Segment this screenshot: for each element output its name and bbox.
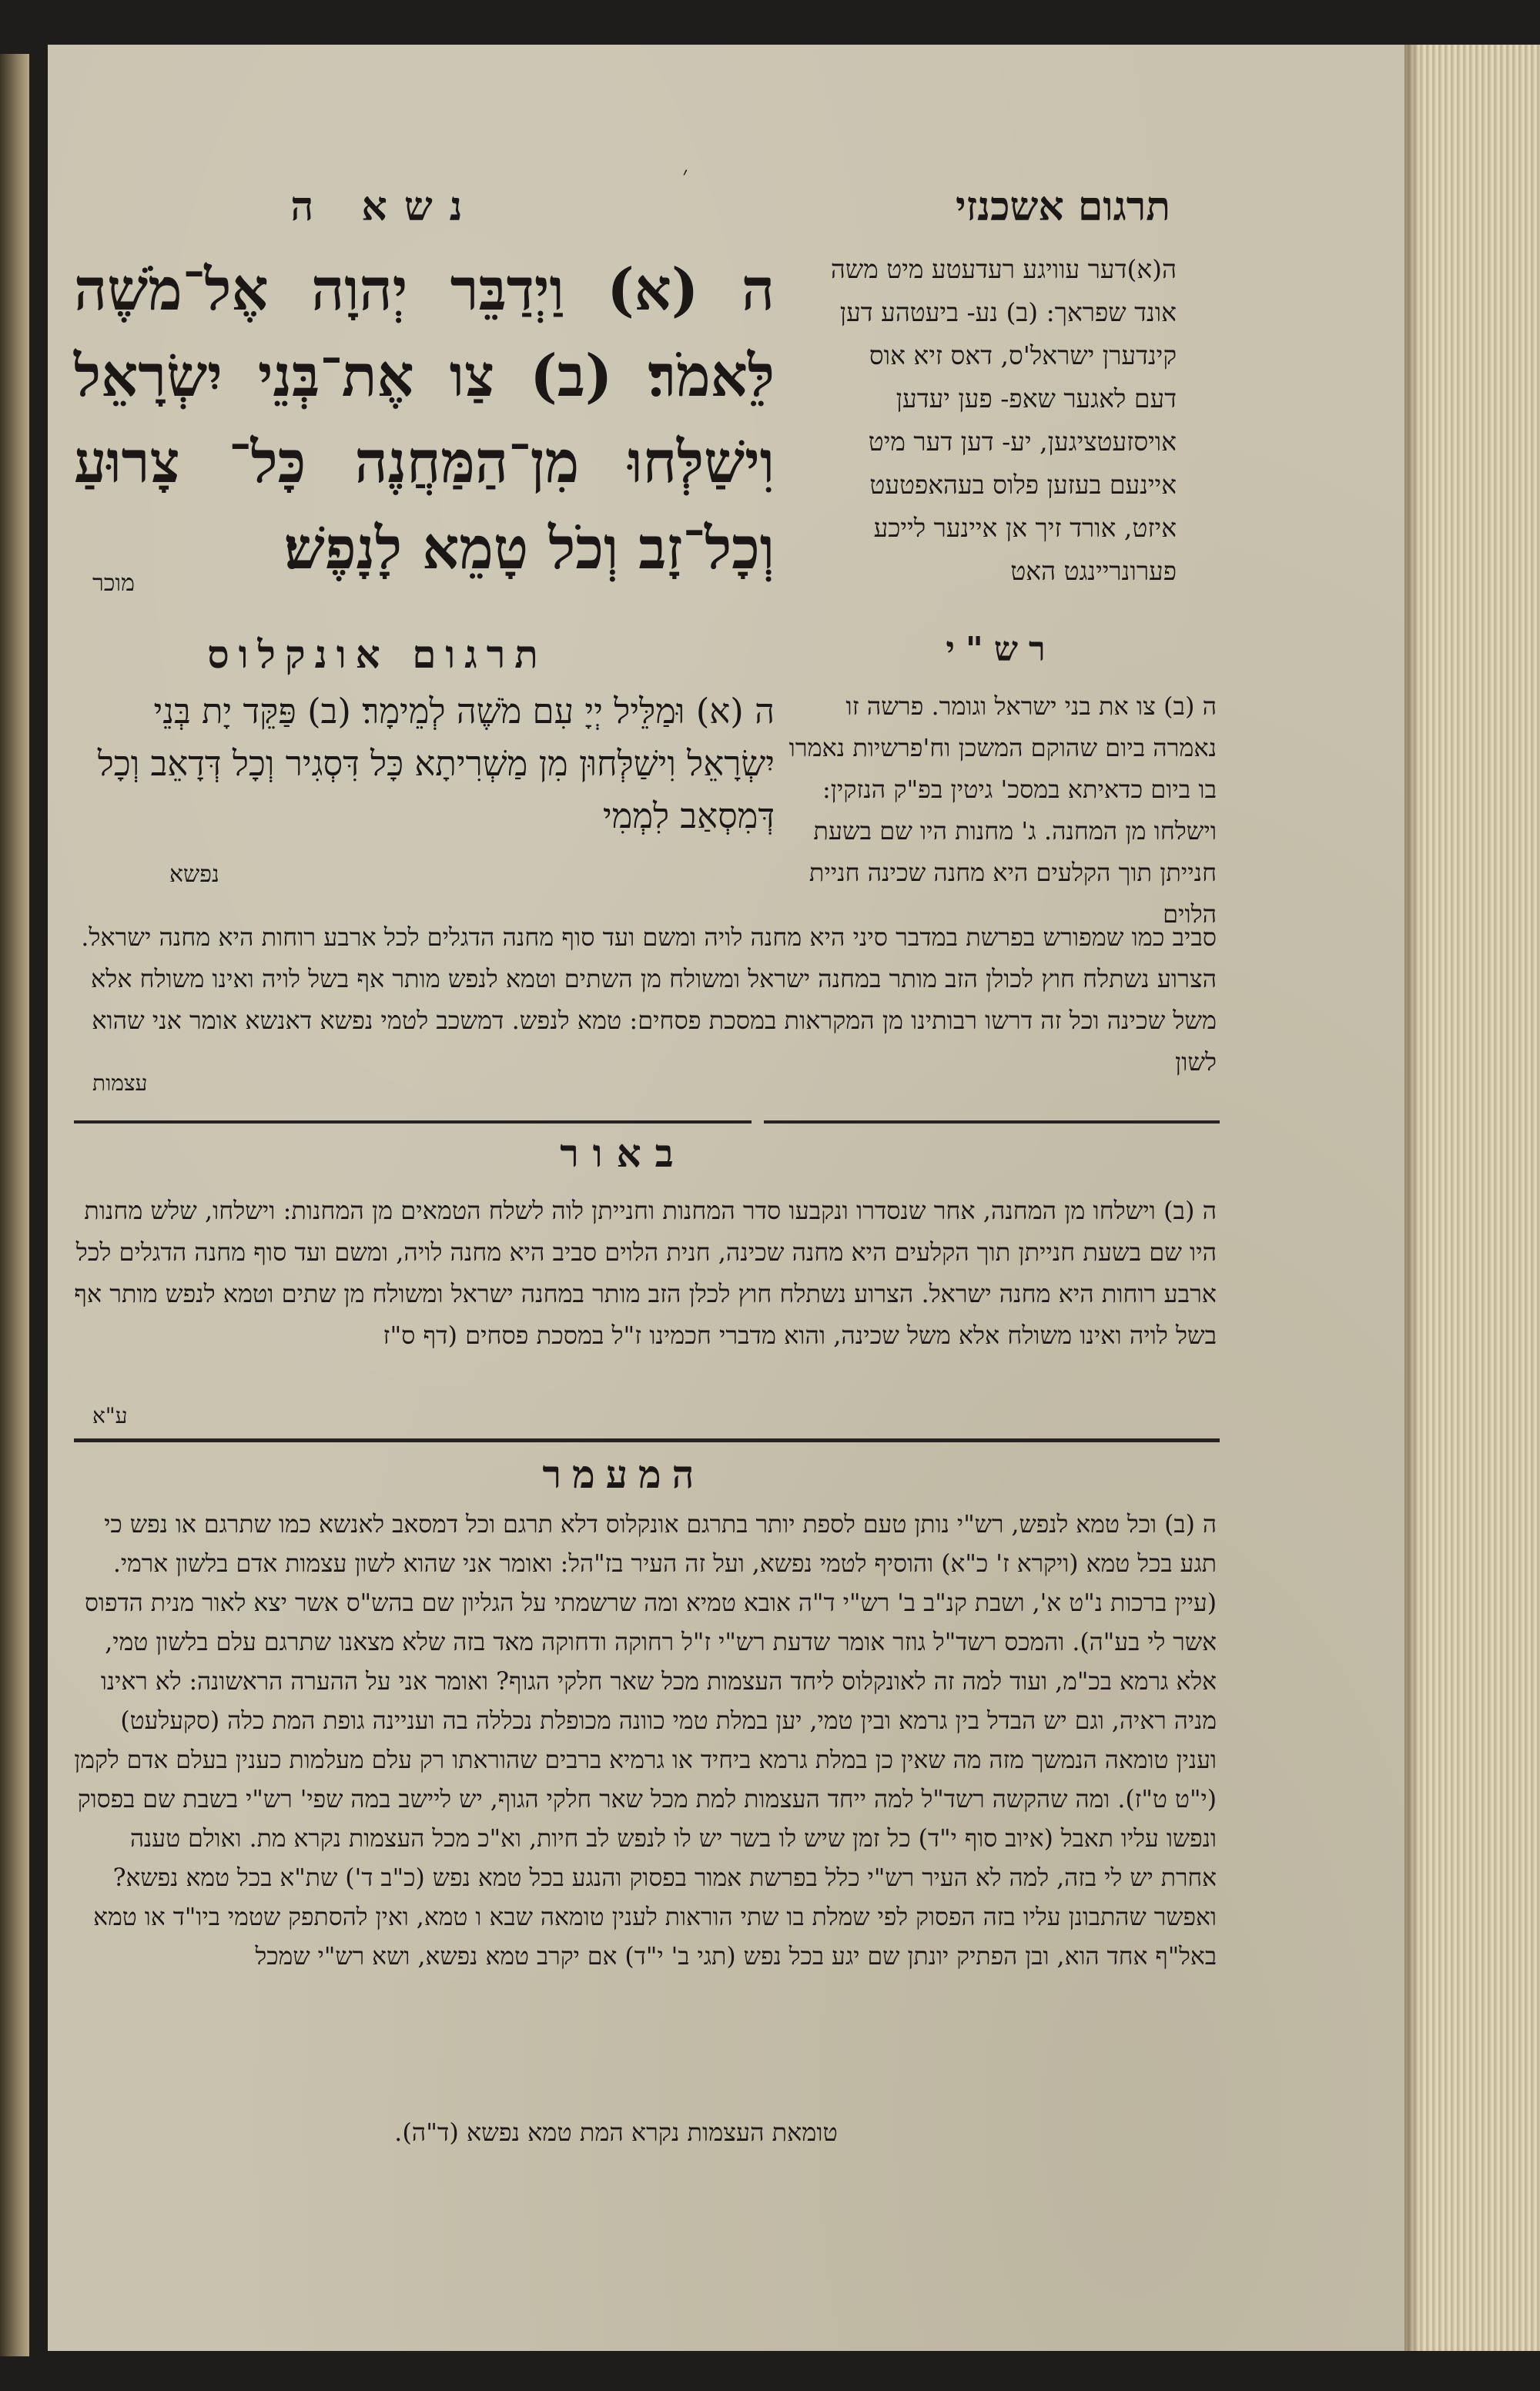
ashkenazi-translation: ה(א)דער עוויגע רעדעטע מיט משה אונד שפראך: (ב) נע- ביעטהע דען קינדערן ישראל'ס, דאס זיא אוס דעם לאגער שאפ- פען יעדען אויסזעטציגען, יע- דען דער מיט איינעם בעזען פלוס בעהאפטעט איזט, אורד זיך אן איינער לייכע פערונריינגט האט [830, 254, 1177, 586]
section-divider [74, 1120, 752, 1124]
section-divider [74, 1438, 1220, 1442]
onkelos-translation: ה (א) וּמַלֵּיל יְיָ עִם מֹשֶׁה לְמֵימָר׃ (ב) פַּקֵּד יָת בְּנֵי יִשְׂרָאֵל וִישַׁלְּחוּן מִן מַשְׁרִיתָא כָּל דִּסְגִיר וְכָל דְּדָאֵב וְכָל דְּמִסְאַב לִמְמִי [97, 691, 775, 836]
section-divider [764, 1120, 1220, 1124]
onkelos-catchword: נפשא [169, 861, 219, 888]
biur-commentary: ה (ב) וישלחו מן המחנה, אחר שנסדרו ונקבעו סדר המחנות וחנייתן לוה לשלח הטמאים מן המחנות: וישלחו, שלש מחנות היו שם בשעת חנייתן תוך הקלעים היא מחנה שכינה, חנית הלוים סביב היא מחנה לויה, ומשם ועד סוף מחנה הדגלים לכל ארבע רוחות היא מחנה ישראל. הצרוע נשתלח חוץ לכלן הזב מותר במחנה ישראל ומשולח מן שתים וטמא לנפש מותר אף בשל לויה ואינו משולח אלא משל שכינה, והוא מדברי חכמינו ז"ל במסכת פסחים (דף ס"ז [74, 1196, 1217, 1350]
header-ashkenazi-title: תרגום אשכנזי [956, 183, 1170, 230]
meamer-closing-line: טומאת העצמות נקרא המת טמא נפשא (ד"ה). [394, 2118, 838, 2147]
torah-verse: ה (א) וַיְדַבֵּר יְהוָה אֶל־מֹשֶׁה לֵּאמֹר׃ (ב) צַו אֶת־בְּנֵי יִשְׂרָאֵל וִישַׁלְּחוּ מִן־הַמַּחֲנֶה כָּל־ צָרוּעַ וְכָל־זָב וְכֹל טָמֵא לָנָפֶשׁ׃ [74, 256, 775, 582]
page-fore-edge [1404, 45, 1540, 2351]
rashi-catchword: עצמות [92, 1070, 148, 1096]
page-mark: ׳ [682, 162, 688, 189]
onkelos-heading: תרגום אונקלוס [207, 631, 547, 677]
header-parsha-title: נשא ה [290, 183, 480, 230]
meamer-commentary: ה (ב) וכל טמא לנפש, רש"י נותן טעם לספת יותר בתרגם אונקלוס דלא תרגם וכל דמסאב לאנשא כמו שתרגם או נפש כי תגע בכל טמא (ויקרא ז' כ"א) והוסיף לטמי נפשא, ועל זה העיר בז"הל: ואומר אני שהוא לשון עצמות אדם בלשון ארמי. (עיין ברכות נ"ט א', ושבת קנ"ב ב' רש"י ד"ה אובא טמיא ומה שרשמתי על הגליון שם בהש"ס אשר יצא לאור מנית הדפוס אשר לי בע"ה). והמכס רשד"ל גוזר אומר שדעת רש"י ז"ל רחוקה ודחוקה מאד בזה שלא מצאנו שתרגם עלם בלשון טמי, אלא גרמא בכ"מ, ועוד למה זה לאונקלוס ליחד העצמות מכל שאר חלקי הגוף? ואומר אני על ההערה הראשונה: לא ראינו מניה ראיה, וגם יש הבדל בין גרמא ובין טמי, יען במלת טמי כוונה מכופלת נכללה בה ועניינה גופת המת כלה (סקעלעט) וענין טומאה הנמשך מזה מה שאין כן במלת גרמא ביחיד או גרמיא ברבים שהוראתו רק עלם מעלמות כענין בעלם אדם לקמן (י"ט ט"ז). ומה שהקשה רשד"ל למה ייחד העצמות למת מכל שאר חלקי הגוף, יש ליישב במה שפי' רש"י בשבת שם בפסוק ונפשו עליו תאבל (איוב סוף י"ד) כל זמן שיש לו בשר יש לו לנפש לב חיות, וא"כ מכל העצמות נקרא מת. ואולם טענה אחרת יש לי בזה, למה לא העיר רש"י כלל בפרשת אמור בפסוק והנגע בכל טמא נפש (כ"ב ד') שת"א בכל טמא נפשא? ואפשר שהתבונן עליו בזה הפסוק לפי שמלת בו שתי הוראות לענין טומאה שבא ו טמא, ואין להסתפק שטמי ביו"ד או טמא באל"ף אחד הוא, ובן הפתיק יונתן שם יגע בכל נפש (תגי ב' י"ד) אם יקרב טמא נפשא, ושא רש"י שמכל [74, 1511, 1217, 1971]
rashi-commentary-full-width: סביב כמו שמפורש בפרשת במדבר סיני היא מחנה לויה ומשם ועד סוף מחנה הדגלים לכל ארבע רוחות היא מחנה ישראל. הצרוע נשתלח חוץ לכולן הזב מותר במחנה ישראל ומשולח מן השתים וטמא לנפש מותר אף בשל לויה ואינו משולח אלא משל שכינה וכל זה דרשו רבותינו מן המקראות במסכת פסחים: טמא לנפש. דמשכב לטמי נפשא דאנשא אומר אני שהוא לשון [81, 923, 1217, 1077]
biur-catchword: ע"א [92, 1403, 128, 1428]
rashi-commentary-column: ה (ב) צו את בני ישראל וגומר. פרשה זו נאמרה ביום שהוקם המשכן וח'פרשיות נאמרו בו ביום כדאיתא במסכ' גיטין בפ"ק הנזקין: וישלחו מן המחנה. ג' מחנות היו שם בשעת חנייתן תוך הקלעים היא מחנה שכינה חניית הלוים [788, 692, 1217, 929]
meamer-heading: המעמר [542, 1452, 705, 1497]
left-page-edge [0, 54, 29, 2356]
verse-margin-note: מוכר [92, 570, 135, 597]
page-gutter-shadow [1404, 45, 1420, 2351]
rashi-heading: רש"י [946, 630, 1056, 669]
biur-heading: באור [560, 1130, 688, 1176]
